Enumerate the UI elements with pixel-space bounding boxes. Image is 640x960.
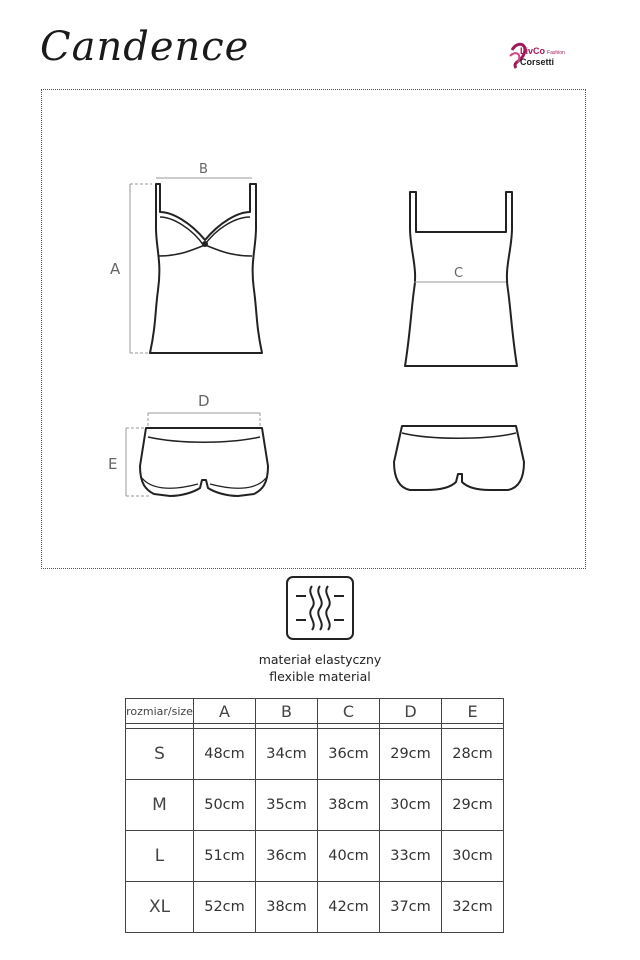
measure-d [148,392,260,427]
size-cell: XL [126,882,194,933]
product-title: Candence [40,24,250,70]
shorts-back-outline [394,426,524,490]
label-d: D [198,392,210,410]
value-cell: 38cm [318,780,380,831]
shorts-front-outline [140,428,268,496]
material-label-en: flexible material [269,669,371,684]
material-label-pl: materiał elastyczny [258,652,382,667]
value-cell: 33cm [380,831,442,882]
size-cell: L [126,831,194,882]
value-cell: 32cm [442,882,504,933]
value-cell: 30cm [442,831,504,882]
column-header: A [194,699,256,724]
value-cell: 37cm [380,882,442,933]
measure-b [156,162,252,178]
value-cell: 38cm [256,882,318,933]
value-cell: 50cm [194,780,256,831]
value-cell: 34cm [256,729,318,780]
value-cell: 36cm [256,831,318,882]
value-cell: 42cm [318,882,380,933]
label-a: A [110,260,121,278]
column-header: E [442,699,504,724]
value-cell: 29cm [380,729,442,780]
label-e: E [108,455,118,473]
size-table-header [126,699,504,724]
table-row [126,729,504,780]
stretch-fabric-icon [286,576,354,640]
measure-c [414,266,506,282]
value-cell: 29cm [442,780,504,831]
table-row [126,831,504,882]
value-cell: 30cm [380,780,442,831]
label-c: C [454,266,464,281]
column-header: D [380,699,442,724]
value-cell: 28cm [442,729,504,780]
value-cell: 40cm [318,831,380,882]
value-cell: 48cm [194,729,256,780]
size-table [125,698,504,933]
corner-label: rozmiar/size [126,699,194,724]
column-header: C [318,699,380,724]
column-header: B [256,699,318,724]
value-cell: 52cm [194,882,256,933]
value-cell: 51cm [194,831,256,882]
top-front-outline [150,184,262,353]
brand-logo-text: LivCo Fashion Corsetti [520,46,565,67]
size-cell: S [126,729,194,780]
table-row [126,882,504,933]
label-b: B [199,162,208,177]
value-cell: 36cm [318,729,380,780]
size-cell: M [126,780,194,831]
value-cell: 35cm [256,780,318,831]
table-row [126,780,504,831]
measure-a [110,184,152,353]
